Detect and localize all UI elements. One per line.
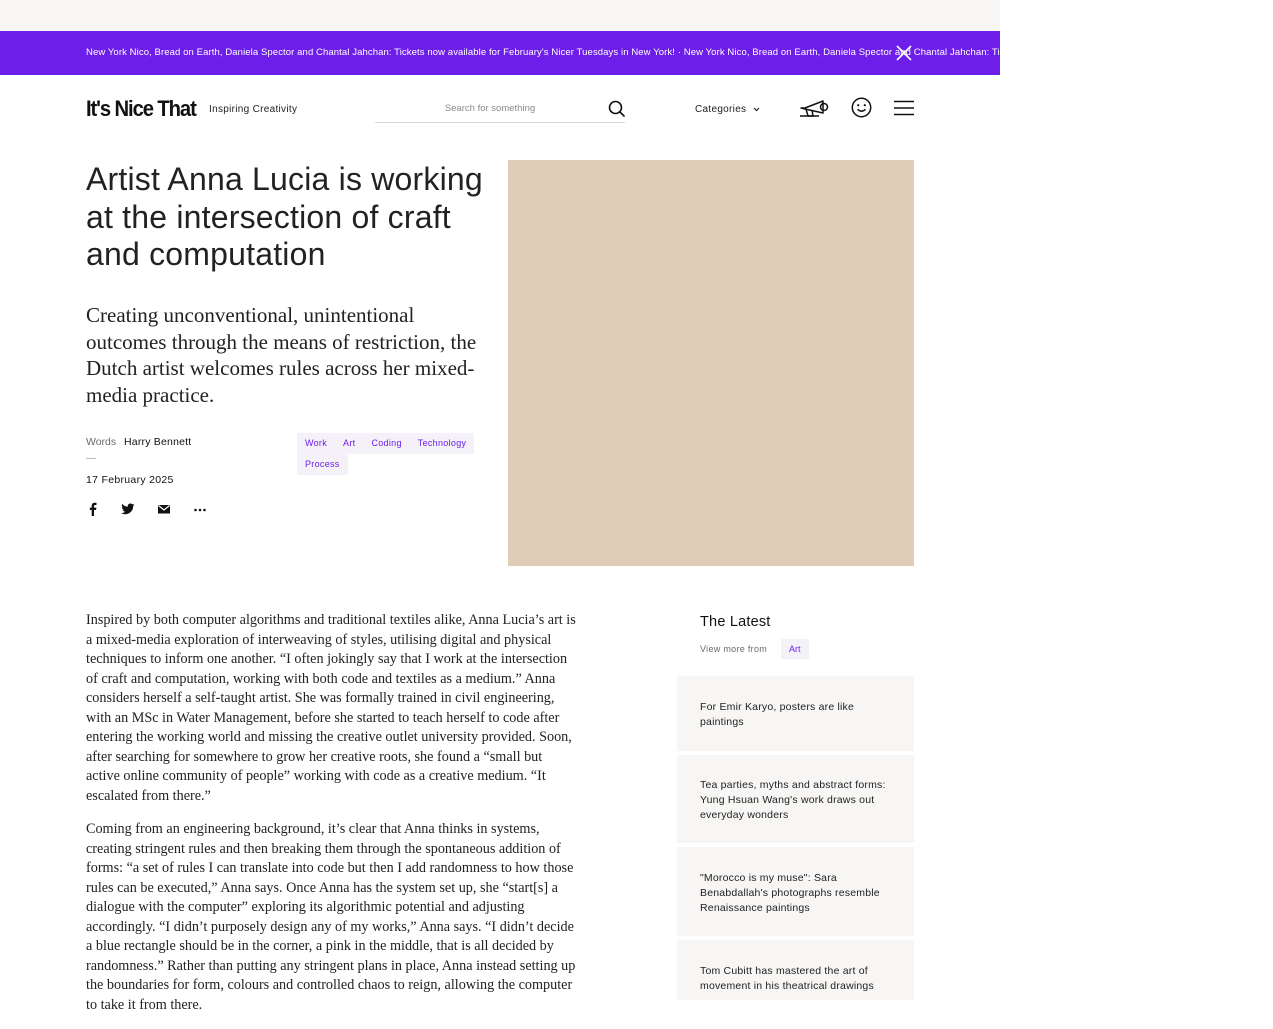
latest-card[interactable] [677, 676, 914, 751]
tag-coding[interactable]: Coding [363, 433, 409, 454]
tag-art[interactable]: Art [335, 433, 363, 454]
tag-process[interactable]: Process [297, 454, 348, 475]
article-body [86, 611, 578, 1029]
author-link[interactable]: Harry Bennett [124, 436, 192, 448]
view-more-tag-art[interactable]: Art [781, 639, 809, 659]
view-more-label: View more from [700, 644, 768, 654]
latest-card-title[interactable]: "Morocco is my muse": Sara Benabdallah's photographs resemble Renaissance paintings [700, 872, 880, 914]
article-standfirst: Creating unconventional, unintentional outcomes through the means of restriction, the Dutch artist welcomes rules across her mixed-media practice. [86, 303, 477, 407]
site-tagline: Inspiring Creativity [209, 104, 298, 115]
body-paragraph: Inspired by both computer algorithms and traditional textiles alike, Anna Lucia’s art is a mixed-media exploration of interweaving of styles, utilising digital and physical techniques to inform one another. “I often jokingly say that I work at the intersection of craft and computation, working with both code and textiles as a medium.” Anna considers herself a self-taught artist. She was formally trained in civil engineering, with an MSc in Water Management, before she started to teach herself to code after entering the working world and missing the creative outlet university provided. Soon, after searching for somewhere to grow her creative roots, she found a “small but active online community of people” working with code as a creative medium. “It escalated from there.” [86, 612, 576, 804]
more-icon[interactable] [193, 502, 207, 516]
article-title: Artist Anna Lucia is working at the intersection of craft and computation [86, 161, 483, 272]
search-icon[interactable] [608, 100, 626, 118]
body-paragraph: Coming from an engineering background, it’s clear that Anna thinks in systems, creating stringent rules and then breaking them through the spontaneous addition of forms: “a set of rules I can translate into code but then I add randomness to how those rules can be executed,” Anna says. Once Anna has the system set up, she “start[s] a dialogue with the computer” exploring its algorithmic potential and adjusting accordingly. “I didn’t purposely design any of my works,” Anna says. “I didn’t decide a blue rectangle should be in the corner, a pink in the middle, that is all decided by randomness.” Rather than putting any stringent plans in place, Anna instead setting up the boundaries for form, colours and controlled chaos to reign, allowing the computer to take it from there. [86, 821, 576, 1013]
latest-card[interactable] [677, 940, 914, 1000]
browser-top-strip [0, 0, 1000, 31]
byline-divider: — [86, 453, 96, 464]
smiley-icon[interactable] [851, 97, 872, 118]
publish-date: 17 February 2025 [86, 474, 174, 486]
close-icon[interactable] [896, 45, 912, 61]
latest-card-title[interactable]: For Emir Karyo, posters are like paintings [700, 701, 855, 728]
chevron-down-icon[interactable] [752, 105, 761, 114]
announcement-ticker[interactable] [0, 31, 1273, 75]
ticker-text[interactable]: New York Nico, Bread on Earth, Daniela Spector and Chantal Jahchan: Tickets now available for February's Nicer Tuesdays in New York! · New York Nico, Bread on Earth, Daniela Spector and Chantal Jahchan: Tickets now available for February's Nicer Tuesdays in New York! [86, 47, 1273, 58]
categories-dropdown[interactable]: Categories [695, 104, 747, 115]
search-input[interactable] [375, 97, 605, 119]
megaphone-icon[interactable] [799, 98, 829, 118]
email-icon[interactable] [157, 502, 171, 516]
latest-card[interactable] [677, 755, 914, 843]
facebook-icon[interactable] [86, 502, 100, 516]
latest-card[interactable] [677, 847, 914, 936]
latest-card-title[interactable]: Tom Cubitt has mastered the art of movement in his theatrical drawings [700, 965, 874, 992]
hamburger-menu-icon[interactable] [894, 100, 914, 116]
latest-card-title[interactable]: Tea parties, myths and abstract forms: Yung Hsuan Wang's work draws out everyday wonders [700, 779, 886, 821]
tag-technology[interactable]: Technology [410, 433, 475, 454]
article-tags [297, 433, 492, 475]
search-bar [375, 95, 625, 123]
site-logo[interactable]: It's Nice That [86, 96, 196, 121]
tag-work[interactable]: Work [297, 433, 335, 454]
twitter-icon[interactable] [121, 502, 135, 516]
latest-heading: The Latest [700, 614, 771, 630]
hero-image [508, 160, 914, 566]
byline-label: Words [86, 436, 117, 448]
